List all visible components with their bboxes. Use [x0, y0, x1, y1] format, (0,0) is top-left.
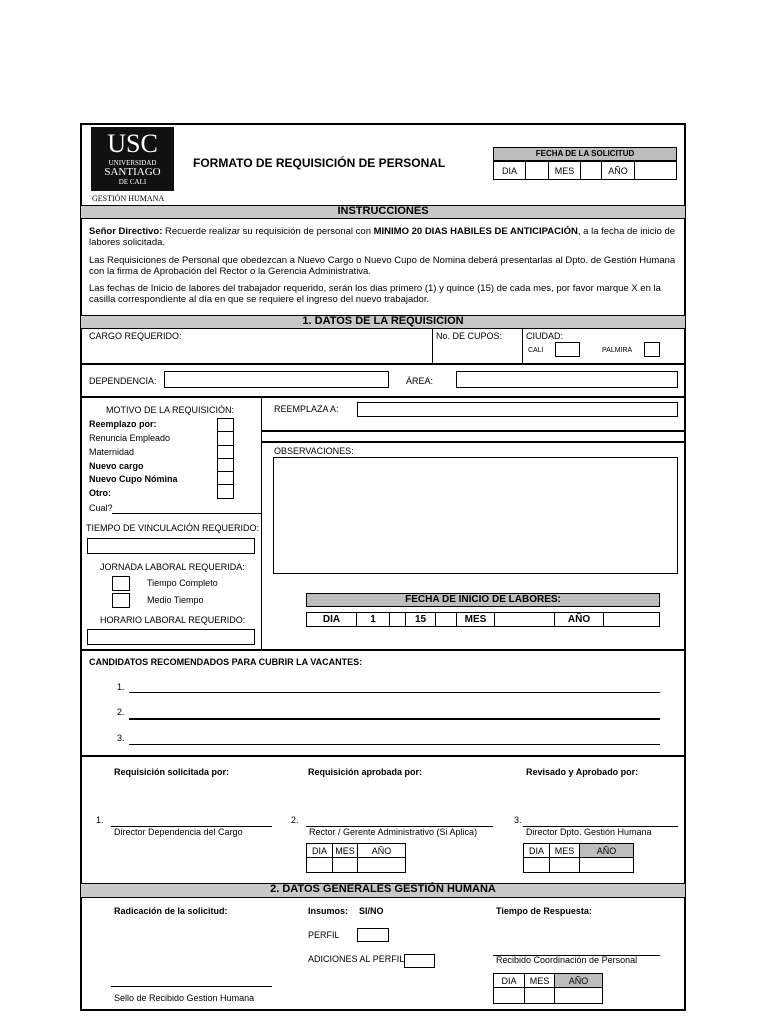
divider — [522, 329, 523, 364]
maternidad-label: Maternidad — [89, 447, 135, 457]
sig3-mes-label: MES — [549, 843, 580, 858]
adiciones-checkbox[interactable] — [404, 954, 435, 968]
candidate-3-input[interactable] — [129, 744, 660, 745]
sello-line[interactable] — [111, 986, 272, 987]
signature-1-role: Director Dependencia del Cargo — [114, 827, 243, 837]
tiempo-vinculacion-input[interactable] — [87, 538, 255, 554]
nuevo-cupo-label: Nuevo Cupo Nómina — [89, 474, 178, 484]
request-date-dia-field[interactable] — [525, 161, 549, 180]
radicacion-label: Radicación de la solicitud: — [114, 906, 228, 916]
s2-ano-field[interactable] — [554, 987, 603, 1004]
reemplaza-a-label: REEMPLAZA A: — [274, 404, 339, 414]
sig2-mes-field[interactable] — [332, 857, 358, 873]
sig2-ano-label: AÑO — [357, 843, 406, 858]
dependencia-input[interactable] — [164, 371, 389, 388]
instructions-p1-b: , a la fecha de inicio de labores solicitada. — [89, 226, 676, 248]
maternidad-checkbox[interactable] — [217, 445, 234, 459]
sig3-dia-field[interactable] — [523, 857, 550, 873]
ciudad-label: CIUDAD: — [526, 331, 564, 341]
candidate-3-number: 3. — [117, 733, 125, 743]
signature-3-number: 3. — [514, 815, 522, 825]
reemplaza-a-input[interactable] — [357, 402, 678, 417]
sig3-mes-field[interactable] — [549, 857, 580, 873]
divider — [262, 441, 685, 443]
divider — [432, 329, 433, 364]
candidates-header: CANDIDATOS RECOMENDADOS PARA CUBRIR LA VACANTES: — [89, 657, 363, 667]
fecha-inicio-d1-label: 1 — [356, 612, 390, 627]
fecha-inicio-ano-label: AÑO — [554, 612, 604, 627]
motivo-label: MOTIVO DE LA REQUISICIÓN: — [106, 405, 235, 415]
tiempo-completo-checkbox[interactable] — [112, 576, 130, 591]
revisado-label: Revisado y Aprobado por: — [526, 767, 639, 777]
renuncia-checkbox[interactable] — [217, 431, 234, 446]
logo-line2: SANTIAGO — [104, 166, 161, 178]
tiempo-respuesta-label: Tiempo de Respuesta: — [496, 906, 592, 916]
section1-header: 1. DATOS DE LA REQUISICION — [81, 315, 685, 329]
nuevo-cargo-label: Nuevo cargo — [89, 461, 144, 471]
aprobada-label: Requisición aprobada por: — [308, 767, 423, 777]
dependencia-label: DEPENDENCIA: — [89, 376, 157, 386]
request-date-header: FECHA DE LA SOLICITUD — [493, 147, 677, 161]
insumos-label: Insumos: — [308, 906, 349, 916]
fecha-inicio-header: FECHA DE INICIO DE LABORES: — [306, 593, 660, 607]
tiempo-vinculacion-label: TIEMPO DE VINCULACIÓN REQUERIDO: — [86, 523, 260, 533]
palmira-label: PALMIRA — [602, 347, 633, 354]
divider — [262, 430, 685, 432]
recibido-label: Recibido Coordinación de Personal — [496, 955, 638, 965]
otro-checkbox[interactable] — [217, 484, 234, 499]
cual-input-line[interactable] — [112, 513, 261, 514]
instructions-p1-emph: MINIMO 20 DIAS HABILES DE ANTICIPACIÓN — [373, 226, 578, 237]
logo-line1: UNIVERSIDAD — [108, 159, 157, 167]
renuncia-label: Renuncia Empleado — [89, 433, 171, 443]
adiciones-label: ADICIONES AL PERFIL — [308, 954, 405, 964]
observaciones-label: OBSERVACIONES: — [274, 446, 354, 456]
divider — [81, 396, 685, 398]
fecha-inicio-mes-field[interactable] — [494, 612, 555, 627]
signature-2-number: 2. — [291, 815, 299, 825]
s2-dia-label: DIA — [493, 973, 525, 988]
nuevo-cupo-checkbox[interactable] — [217, 471, 234, 485]
fecha-inicio-mes-label: MES — [456, 612, 495, 627]
section2-header: 2. DATOS GENERALES GESTIÓN HUMANA — [81, 883, 685, 898]
request-date-ano-label: AÑO — [601, 161, 635, 180]
fecha-inicio-d1-checkbox[interactable] — [389, 612, 406, 627]
cali-checkbox[interactable] — [555, 342, 580, 357]
request-date-dia-label: DIA — [493, 161, 526, 180]
cargo-label: CARGO REQUERIDO: — [89, 331, 182, 341]
palmira-checkbox[interactable] — [644, 342, 660, 357]
area-input[interactable] — [456, 371, 678, 388]
sig3-ano-label: AÑO — [579, 843, 634, 858]
instructions-header: INSTRUCCIONES — [81, 205, 685, 219]
logo-abbr: USC — [107, 129, 158, 158]
sig3-dia-label: DIA — [523, 843, 550, 858]
usc-logo — [91, 127, 174, 197]
observaciones-textarea[interactable] — [273, 457, 678, 574]
tiempo-completo-label: Tiempo Completo — [147, 578, 218, 588]
candidate-1-input[interactable] — [129, 692, 660, 693]
medio-tiempo-checkbox[interactable] — [112, 593, 130, 608]
s2-mes-field[interactable] — [524, 987, 555, 1004]
fecha-inicio-d15-checkbox[interactable] — [435, 612, 457, 627]
perfil-checkbox[interactable] — [357, 928, 389, 942]
otro-label: Otro: — [89, 488, 111, 498]
medio-tiempo-label: Medio Tiempo — [147, 595, 204, 605]
sig2-ano-field[interactable] — [357, 857, 406, 873]
cali-label: CALI — [528, 347, 544, 354]
s2-dia-field[interactable] — [493, 987, 525, 1004]
instructions-p1-lead: Señor Directivo: — [89, 226, 163, 237]
signature-3-role: Director Dpto. Gestión Humana — [526, 827, 652, 837]
column-divider — [261, 397, 262, 649]
sig3-ano-field[interactable] — [579, 857, 634, 873]
cual-label: Cual? — [89, 503, 113, 513]
divider — [81, 363, 685, 365]
area-label: ÁREA: — [406, 376, 434, 386]
logo-dept: GESTIÓN HUMANA — [92, 194, 165, 203]
fecha-inicio-ano-field[interactable] — [603, 612, 660, 627]
instructions-p1 — [89, 226, 677, 248]
request-date-mes-field[interactable] — [580, 161, 602, 180]
fecha-inicio-d15-label: 15 — [405, 612, 436, 627]
sig2-dia-field[interactable] — [306, 857, 333, 873]
reemplazo-por-label: Reemplazo por: — [89, 419, 157, 429]
request-date-ano-field[interactable] — [634, 161, 677, 180]
candidate-2-number: 2. — [117, 707, 125, 717]
sig2-mes-label: MES — [332, 843, 358, 858]
solicitada-label: Requisición solicitada por: — [114, 767, 230, 777]
candidate-1-number: 1. — [117, 682, 125, 692]
candidate-2-input[interactable] — [129, 718, 660, 720]
instructions-p1-a: Recuerde realizar su requisición de personal con — [162, 226, 374, 237]
s2-mes-label: MES — [524, 973, 555, 988]
reemplazo-checkbox[interactable] — [217, 418, 234, 432]
nuevo-cargo-checkbox[interactable] — [217, 458, 234, 472]
divider — [81, 649, 685, 651]
fecha-inicio-dia-label: DIA — [306, 612, 357, 627]
signature-2-role: Rector / Gerente Administrativo (Si Aplica) — [309, 827, 478, 837]
perfil-label: PERFIL — [308, 930, 340, 940]
form-title: FORMATO DE REQUISICIÓN DE PERSONAL — [193, 156, 446, 170]
jornada-label: JORNADA LABORAL REQUERIDA: — [100, 562, 245, 572]
signature-1-number: 1. — [96, 815, 104, 825]
si-no-label: SI/NO — [359, 906, 384, 916]
logo-line3: DE CALI — [118, 178, 147, 186]
divider — [81, 755, 685, 757]
cupos-label: No. DE CUPOS: — [436, 331, 503, 341]
horario-label: HORARIO LABORAL REQUERIDO: — [100, 615, 246, 625]
horario-input[interactable] — [87, 629, 255, 645]
s2-ano-label: AÑO — [554, 973, 603, 988]
request-date-mes-label: MES — [548, 161, 581, 180]
instructions-p2: Las Requisiciones de Personal que obedezcan a Nuevo Cargo o Nuevo Cupo de Nomina deberá presentarlas al Dpto. de Gestión Humana con la firma de Aprobación del Rector o la Gerencia Administrativa. — [89, 255, 676, 277]
sig2-dia-label: DIA — [306, 843, 333, 858]
instructions-p3: Las fechas de Inicio de labores del trabajador requerido, serán los dias primero (1) y quince (15) de cada mes, por favor marque X en la casilla correspondiente al día en que se requiere el ingreso del nuevo trabajador. — [89, 283, 661, 305]
sello-label: Sello de Recibido Gestion Humana — [114, 993, 255, 1003]
